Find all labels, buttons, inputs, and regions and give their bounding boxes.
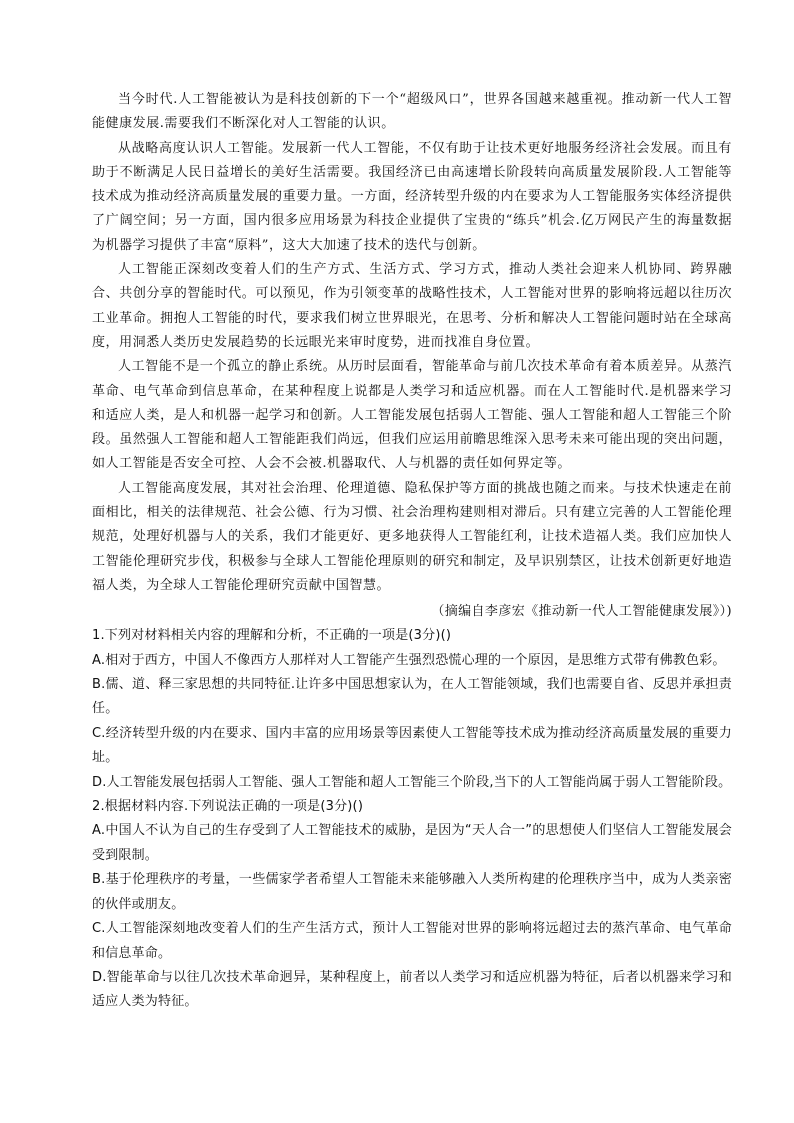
passage-paragraph: 当今时代.人工智能被认为是科技创新的下一个“超级风口”，世界各国越来越重视。推动新一代人工智能健康发展.需要我们不断深化对人工智能的认识。 — [92, 92, 732, 132]
question-option-a: A.相对于西方，中国人不像西方人那样对人工智能产生强烈恐慌心理的一个原因，是思维方式带有佛教色彩。 — [92, 652, 726, 668]
page-content — [92, 88, 732, 1015]
passage-paragraph: 人工智能不是一个孤立的静止系统。从历时层面看，智能革命与前几次技术革命有着本质差异。从蒸汽革命、电气革命到信息革命，在某种程度上说都是人类学习和适应机器。而在人工智能时代.是机器来学习和适应人类，是人和机器一起学习和创新。人工智能发展包括弱人工智能、强人工智能和超人工智能三个阶段。虽然强人工智能和超人工智能距我们尚远，但我们应运用前瞻思维深入思考未来可能出现的突出问题，如人工智能是否安全可控、人会不会被.机器取代、人与机器的责任如何界定等。 — [92, 359, 732, 472]
question-stem: 2.根据材料内容.下列说法正确的一项是(3分)() — [92, 799, 364, 815]
question-option-d: D.人工智能发展包括弱人工智能、强人工智能和超人工智能三个阶段,当下的人工智能尚属于弱人工智能阶段。 — [92, 774, 732, 790]
passage-paragraph: 人工智能高度发展，其对社会治理、伦理道德、隐私保护等方面的挑战也随之而来。与技术快速走在前面相比，相关的法律规范、社会公德、行为习惯、社会治理构建则相对滞后。只有建立完善的人工智能伦理规范，处理好机器与人的关系，我们才能更好、更多地获得人工智能红利，让技术造福人类。我们应加快人工智能伦理研究步伐，积极参与全球人工智能伦理原则的研究和制定，及早识别禁区，让技术创新更好地造福人类，为全球人工智能伦理研究贡献中国智慧。 — [92, 480, 732, 593]
question-option-b: B.基于伦理秩序的考量，一些儒家学者希望人工智能未来能够融入人类所构建的伦理秩序当中，成为人类亲密的伙伴或朋友。 — [92, 872, 732, 912]
question-option-c: C.经济转型升级的内在要求、国内丰富的应用场景等因素使人工智能等技术成为推动经济高质量发展的重要力址。 — [92, 725, 732, 766]
question-list — [92, 624, 732, 1015]
passage-paragraph: 从战略高度认识人工智能。发展新一代人工智能，不仅有助于让技术更好地服务经济社会发展。而且有助于不断满足人民日益增长的美好生活需要。我国经济已由高速增长阶段转向高质量发展阶段.人工智能等技术成为推动经济高质量发展的重要力量。一方面，经济转型升级的内在要求为人工智能服务实体经济提供了广阔空间；另一方面，国内很多应用场景为科技企业提供了宝贵的“练兵”机会.亿万网民产生的海量数据为机器学习提供了丰富“原料”，这大大加速了技术的迭代与创新。 — [92, 140, 732, 253]
question-option-d: D.智能革命与以往几次技术革命迥异，某种程度上，前者以人类学习和适应机器为特征，后者以机器来学习和适应人类为特征。 — [92, 969, 732, 1010]
question-option-a: A.中国人不认为自己的生存受到了人工智能技术的威胁，是因为“天人合一”的思想使人们坚信人工智能发展会受到限制。 — [92, 823, 732, 863]
question-1 — [92, 624, 732, 795]
question-option-b: B.儒、道、释三家思想的共同特征.让许多中国思想家认为，在人工智能领域，我们也需要自省、反思并承担责任。 — [92, 677, 732, 717]
question-option-c: C.人工智能深刻地改变着人们的生产生活方式，预计人工智能对世界的影响将远超过去的蒸汽革命、电气革命和信息革命。 — [92, 921, 732, 961]
question-stem: 1.下列对材料相关内容的理解和分析，不正确的一项是(3分)() — [92, 628, 452, 644]
reading-passage — [92, 88, 732, 624]
passage-source: （摘编自李彦宏《推动新一代人工智能健康发展》）) — [431, 604, 732, 620]
question-2 — [92, 795, 732, 1015]
passage-paragraph: 人工智能正深刻改变着人们的生产方式、生活方式、学习方式，推动人类社会迎来人机协同、跨界融合、共创分享的智能时代。可以预见，作为引领变革的战略性技术，人工智能对世界的影响将远超以往历次工业革命。拥抱人工智能的时代，要求我们树立世界眼光，在思考、分析和解决人工智能问题时站在全球高度，用洞悉人类历史发展趋势的长远眼光来审时度势，进而找准自身位置。 — [92, 262, 732, 350]
